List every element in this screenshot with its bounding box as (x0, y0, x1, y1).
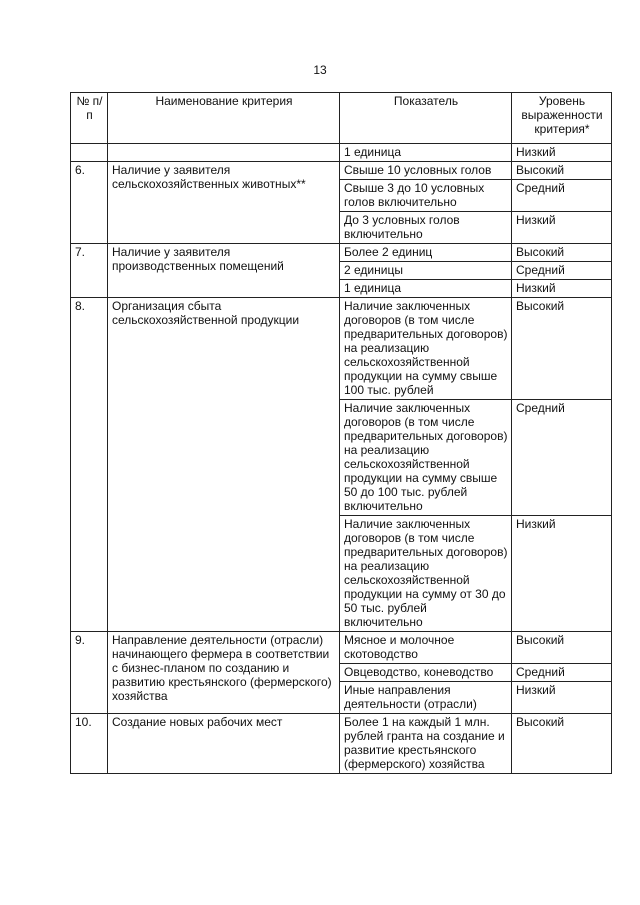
indicator-cell: Наличие заключенных договоров (в том числе предварительных договоров) на реализацию сельскохозяйственной продукции на сумму свыше 100 тыс. рублей (340, 298, 512, 400)
level-cell: Низкий (512, 212, 612, 244)
level-cell: Высокий (512, 632, 612, 664)
table-row (71, 244, 612, 262)
table-row (71, 298, 612, 400)
continuation-row (71, 144, 612, 162)
header-row (71, 93, 612, 144)
criterion-name: Наличие у заявителя производственных помещений (108, 244, 340, 298)
indicator-cell: Более 1 на каждый 1 млн. рублей гранта на создание и развитие крестьянского (фермерского) хозяйства (340, 714, 512, 774)
criterion-name: Организация сбыта сельскохозяйственной продукции (108, 298, 340, 632)
page-number: 13 (313, 63, 327, 77)
header-level: Уровень выраженности критерия* (512, 93, 612, 144)
indicator-cell: Овцеводство, коневодство (340, 664, 512, 682)
indicator-cell: Наличие заключенных договоров (в том числе предварительных договоров) на реализацию сельскохозяйственной продукции на сумму от 30 до 50 тыс. рублей включительно (340, 516, 512, 632)
level-cell: Низкий (512, 516, 612, 632)
criterion-number: 7. (71, 244, 108, 298)
criterion-number: 8. (71, 298, 108, 632)
table-row (71, 162, 612, 180)
cell-level: Низкий (512, 144, 612, 162)
indicator-cell: Мясное и молочное скотоводство (340, 632, 512, 664)
table-body (71, 144, 612, 774)
indicator-cell: Иные направления деятельности (отрасли) (340, 682, 512, 714)
indicator-cell: Наличие заключенных договоров (в том числе предварительных договоров) на реализацию сельскохозяйственной продукции на сумму свыше 50 до 100 тыс. рублей включительно (340, 400, 512, 516)
indicator-cell: До 3 условных голов включительно (340, 212, 512, 244)
criterion-number: 10. (71, 714, 108, 774)
indicator-cell: Свыше 10 условных голов (340, 162, 512, 180)
level-cell: Высокий (512, 244, 612, 262)
criterion-number: 9. (71, 632, 108, 714)
header-num: № п/п (71, 93, 108, 144)
cell-name (108, 144, 340, 162)
criterion-number: 6. (71, 162, 108, 244)
indicator-cell: Свыше 3 до 10 условных голов включительно (340, 180, 512, 212)
header-name: Наименование критерия (108, 93, 340, 144)
level-cell: Средний (512, 664, 612, 682)
level-cell: Средний (512, 180, 612, 212)
indicator-cell: 2 единицы (340, 262, 512, 280)
level-cell: Низкий (512, 682, 612, 714)
criteria-table (70, 92, 612, 774)
indicator-cell: Более 2 единиц (340, 244, 512, 262)
criterion-name: Создание новых рабочих мест (108, 714, 340, 774)
cell-indicator: 1 единица (340, 144, 512, 162)
level-cell: Средний (512, 400, 612, 516)
level-cell: Высокий (512, 162, 612, 180)
criterion-name: Направление деятельности (отрасли) начинающего фермера в соответствии с бизнес-планом по созданию и развитию крестьянского (фермерского) хозяйства (108, 632, 340, 714)
level-cell: Высокий (512, 714, 612, 774)
level-cell: Высокий (512, 298, 612, 400)
cell-num (71, 144, 108, 162)
indicator-cell: 1 единица (340, 280, 512, 298)
table-row (71, 632, 612, 664)
criterion-name: Наличие у заявителя сельскохозяйственных животных** (108, 162, 340, 244)
header-indicator: Показатель (340, 93, 512, 144)
level-cell: Низкий (512, 280, 612, 298)
level-cell: Средний (512, 262, 612, 280)
table-row (71, 714, 612, 774)
